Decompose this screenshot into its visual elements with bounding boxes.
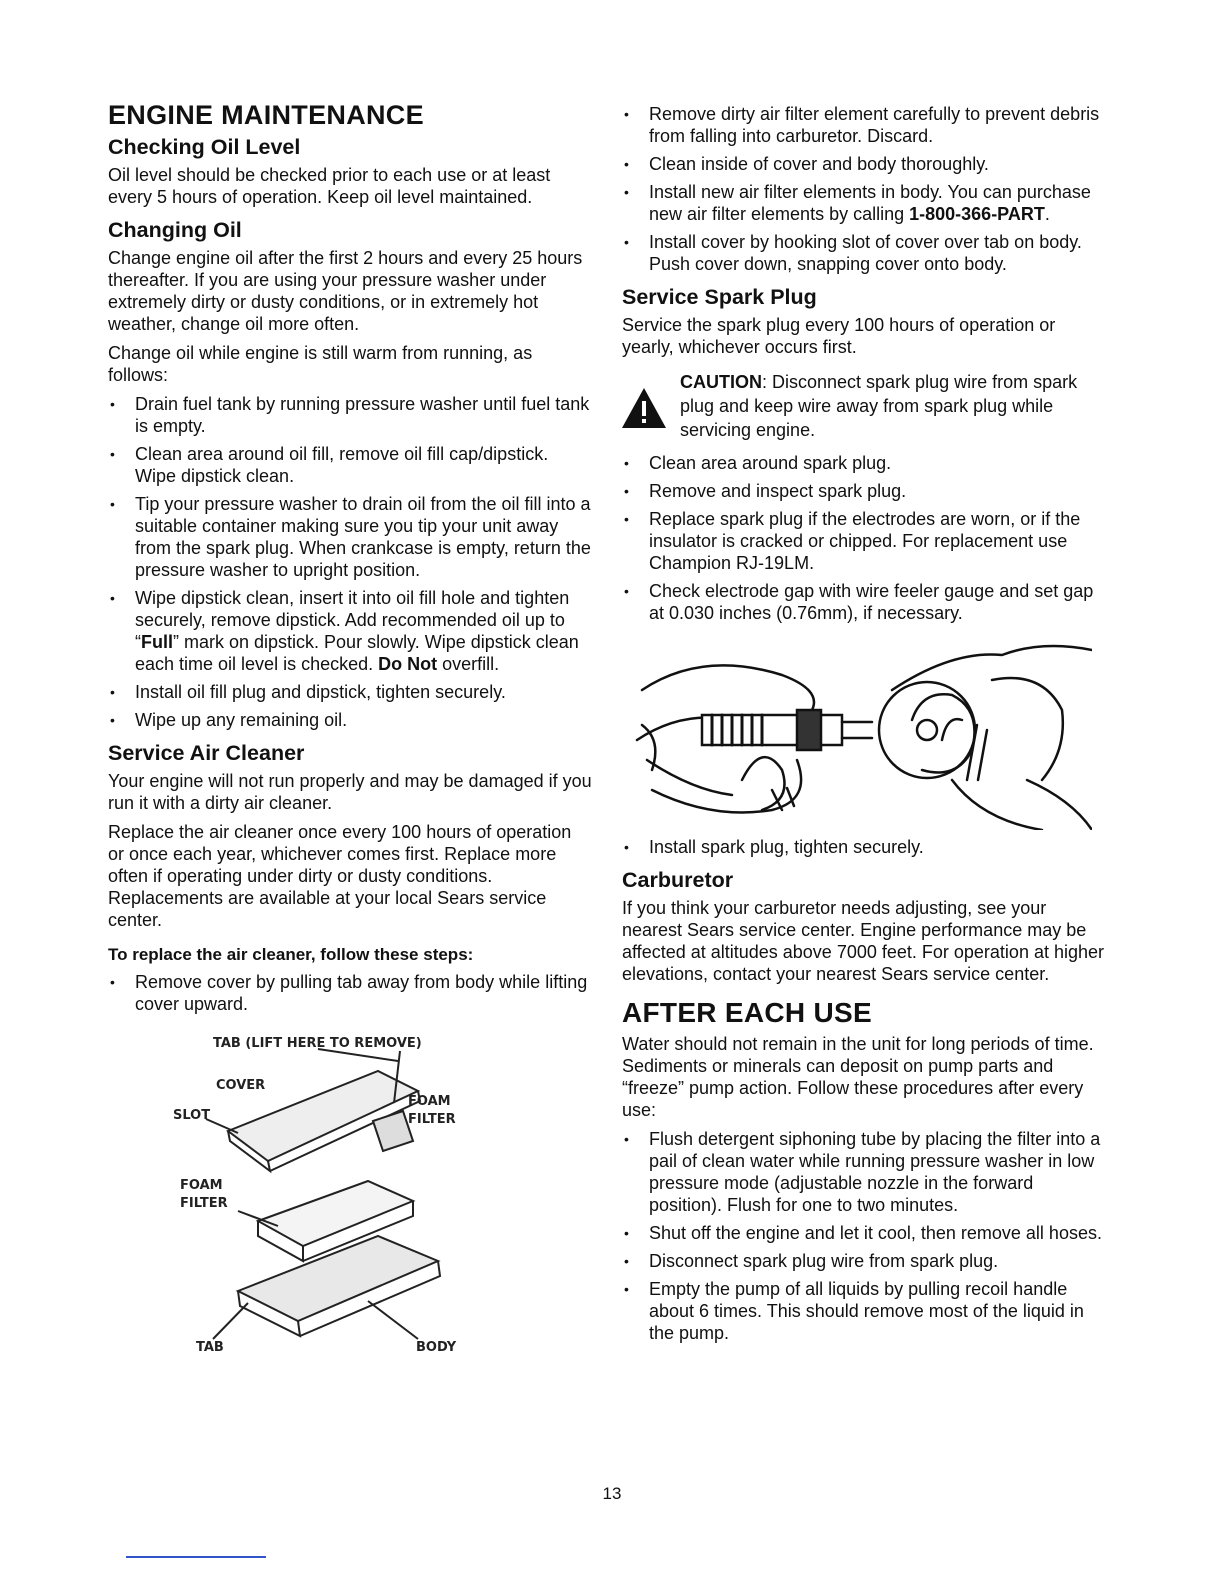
air-cleaner-steps bbox=[108, 971, 592, 1015]
page-number: 13 bbox=[602, 1484, 622, 1503]
left-column bbox=[108, 100, 592, 1367]
spark-plug-steps bbox=[622, 452, 1108, 624]
list-item: • Wipe dipstick clean, insert it into oil fill hole and tighten securely, remove dipstick. Add recommended oil up to “Full” mark on dipstick. Pour slowly. Wipe dipstick clean each time oil level is checked. Do Not overfill. bbox=[108, 587, 592, 675]
label-tab: TAB bbox=[196, 1340, 224, 1355]
heading-carburetor: Carburetor bbox=[622, 868, 734, 892]
label-foam-filter-top-1: FOAM bbox=[408, 1094, 451, 1109]
heading-changing-oil: Changing Oil bbox=[108, 218, 242, 242]
label-cover: COVER bbox=[216, 1078, 266, 1093]
label-foam-filter-left-1: FOAM bbox=[180, 1178, 223, 1193]
heading-service-air-cleaner: Service Air Cleaner bbox=[108, 741, 305, 765]
label-body: BODY bbox=[416, 1340, 457, 1355]
list-item: • Shut off the engine and let it cool, then remove all hoses. bbox=[622, 1222, 1108, 1244]
list-item: • Clean inside of cover and body thoroughly. bbox=[622, 153, 1108, 175]
list-item: • Drain fuel tank by running pressure washer until fuel tank is empty. bbox=[108, 393, 592, 437]
list-item: • Replace spark plug if the electrodes are worn, or if the insulator is cracked or chipped. For replacement use Champion RJ-19LM. bbox=[622, 508, 1108, 574]
spark-plug-gap-illustration bbox=[622, 630, 1092, 830]
foam-filter-main bbox=[258, 1181, 413, 1246]
air-cleaner-steps-continued bbox=[622, 103, 1108, 275]
label-foam-filter-top-2: FILTER bbox=[408, 1112, 456, 1127]
list-item: • Install new air filter elements in body. You can purchase new air filter elements by calling 1-800-366-PART. bbox=[622, 181, 1108, 225]
air-cleaner-steps-heading: To replace the air cleaner, follow these steps: bbox=[108, 945, 474, 964]
body-shape bbox=[238, 1236, 438, 1321]
spark-plug-text: Service the spark plug every 100 hours of operation or yearly, whichever occurs first. bbox=[622, 315, 1056, 357]
air-cleaner-para-2: Replace the air cleaner once every 100 hours of operation or once each year, whichever comes first. Replace more often if operating under dirty or dusty conditions. Replacements are available at your local Sears service center. bbox=[108, 822, 572, 930]
foam-filter-top bbox=[373, 1111, 413, 1151]
after-use-text: Water should not remain in the unit for long periods of time. Sediments or minerals can deposit on pump parts and “freeze” pump action. Follow these procedures after every use: bbox=[622, 1034, 1094, 1120]
air-cleaner-diagram bbox=[168, 1021, 548, 1361]
after-use-steps bbox=[622, 1128, 1108, 1344]
caution-box bbox=[622, 370, 1108, 442]
changing-oil-steps bbox=[108, 393, 592, 731]
air-cleaner-para-1: Your engine will not run properly and may be damaged if you run it with a dirty air cleaner. bbox=[108, 771, 592, 813]
list-item: • Remove and inspect spark plug. bbox=[622, 480, 1108, 502]
warning-triangle-icon bbox=[622, 388, 666, 428]
list-item: • Disconnect spark plug wire from spark plug. bbox=[622, 1250, 1108, 1272]
label-slot: SLOT bbox=[173, 1108, 211, 1123]
list-item: • Flush detergent siphoning tube by placing the filter into a pail of clean water while running pressure washer in low pressure mode (adjustable nozzle in the forward position). Flush for one to two minutes. bbox=[622, 1128, 1108, 1216]
right-column bbox=[622, 100, 1108, 1350]
heading-service-spark-plug: Service Spark Plug bbox=[622, 285, 817, 309]
caution-text: : Disconnect spark plug wire from spark plug and keep wire away from spark plug while servicing engine. bbox=[680, 372, 1078, 440]
list-item: • Clean area around oil fill, remove oil fill cap/dipstick. Wipe dipstick clean. bbox=[108, 443, 592, 487]
label-tab-lift: TAB (LIFT HERE TO REMOVE) bbox=[213, 1036, 422, 1051]
list-item: • Tip your pressure washer to drain oil from the oil fill into a suitable container making sure you tip your unit away from the spark plug. When crankcase is empty, return the pressure washer to upright position. bbox=[108, 493, 592, 581]
caution-label: CAUTION bbox=[680, 372, 762, 392]
list-item: • Wipe up any remaining oil. bbox=[108, 709, 592, 731]
heading-checking-oil-level: Checking Oil Level bbox=[108, 135, 301, 159]
spark-plug-steps-final bbox=[622, 836, 1108, 858]
changing-oil-para-2: Change oil while engine is still warm from running, as follows: bbox=[108, 343, 533, 385]
carburetor-text: If you think your carburetor needs adjusting, see your nearest Sears service center. Engine performance may be affected at altitudes above 7000 feet. For operation at higher elevations, contact your nearest Sears service center. bbox=[622, 898, 1105, 984]
changing-oil-para-1: Change engine oil after the first 2 hours and every 25 hours thereafter. If you are using your pressure washer under extremely dirty or dusty conditions, or in extremely hot weather, change oil more often. bbox=[108, 248, 583, 334]
label-foam-filter-left-2: FILTER bbox=[180, 1196, 228, 1211]
list-item: • Install spark plug, tighten securely. bbox=[622, 836, 1108, 858]
list-item: • Empty the pump of all liquids by pulling recoil handle about 6 times. This should remove most of the liquid in the pump. bbox=[622, 1278, 1108, 1344]
list-item: • Check electrode gap with wire feeler gauge and set gap at 0.030 inches (0.76mm), if necessary. bbox=[622, 580, 1108, 624]
list-item: • Remove dirty air filter element carefully to prevent debris from falling into carburetor. Discard. bbox=[622, 103, 1108, 147]
list-item: • Remove cover by pulling tab away from body while lifting cover upward. bbox=[108, 971, 592, 1015]
section-title-engine-maintenance: ENGINE MAINTENANCE bbox=[108, 100, 424, 130]
footer-rule bbox=[126, 1556, 266, 1558]
list-item: • Install oil fill plug and dipstick, tighten securely. bbox=[108, 681, 592, 703]
oil-level-text: Oil level should be checked prior to each use or at least every 5 hours of operation. Keep oil level maintained. bbox=[108, 165, 551, 207]
list-item: • Clean area around spark plug. bbox=[622, 452, 1108, 474]
section-title-after-each-use: AFTER EACH USE bbox=[622, 997, 872, 1028]
list-item: • Install cover by hooking slot of cover over tab on body. Push cover down, snapping cover onto body. bbox=[622, 231, 1108, 275]
